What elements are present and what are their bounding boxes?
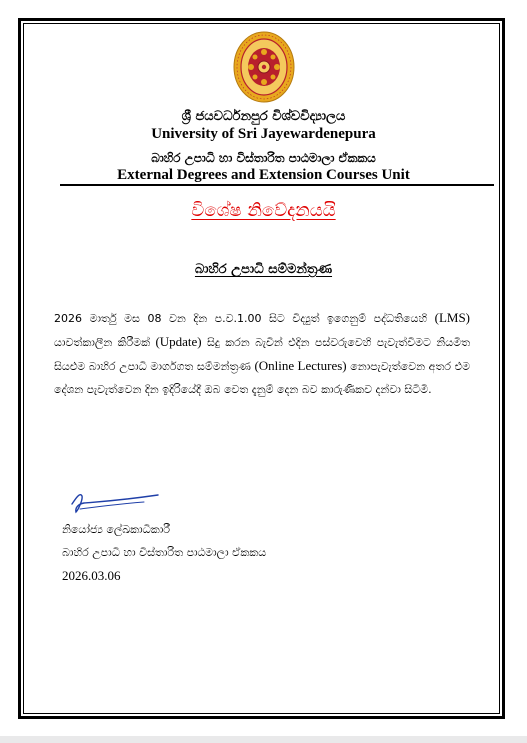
unit-name-english: External Degrees and Extension Courses Unit bbox=[117, 167, 410, 183]
body-online-lectures: (Online Lectures) bbox=[254, 358, 347, 373]
signatory-unit: බාහිර උපාධි හා විස්තාරිත පාඨමාලා ඒකකය bbox=[62, 546, 267, 559]
signature-image bbox=[66, 488, 166, 518]
university-name-sinhala: ශ්‍රී ජයවර්ධනපුර විශ්වවිද්‍යාලය bbox=[181, 109, 346, 124]
unit-name-sinhala: බාහිර උපාධි හා විස්තාරිත පාඨමාලා ඒකකය bbox=[151, 151, 376, 165]
body-text-2: යාවත්කාලීන කිරීමක් bbox=[54, 336, 156, 349]
notice-date: 2026.03.06 bbox=[62, 568, 121, 583]
body-text-4: නොපැවැත්වෙන අතර එම දේශන පැවැත්වෙන දින ඉදිරියේදී ඔබ වෙත දැනුම් දෙන බව කාරුණිකව දන්වා සිටිමි. bbox=[54, 360, 470, 396]
header-divider bbox=[60, 184, 494, 186]
university-seal-logo bbox=[232, 30, 296, 104]
notice-title: විශේෂ නිවේදනයයි bbox=[191, 200, 336, 221]
university-name-english: University of Sri Jayewardenepura bbox=[151, 126, 376, 142]
viewer-bottom-bar bbox=[0, 736, 527, 743]
signatory-title: නියෝජ්‍ය ලේඛකාධිකාරී bbox=[62, 523, 171, 536]
notice-body bbox=[54, 306, 470, 401]
body-text-3: සිදු කරන බැවින් එදින පස්වරුවෙහි පැවැත්වීමට නියමිත සියළුම බාහිර උපාධි මාර්ගගත සම්මන්ත්‍රණ bbox=[54, 336, 471, 373]
body-lms: (LMS) bbox=[434, 310, 470, 325]
notice-subject: බාහිර උපාධි සම්මන්ත්‍රණ bbox=[194, 262, 333, 277]
body-text-1: 2026 මාර්තු මස 08 වන දින ප.ව.1.00 සිට විද්‍යුත් ඉගෙනුම් පද්ධතියෙහි bbox=[54, 312, 435, 325]
body-update: (Update) bbox=[155, 334, 202, 349]
